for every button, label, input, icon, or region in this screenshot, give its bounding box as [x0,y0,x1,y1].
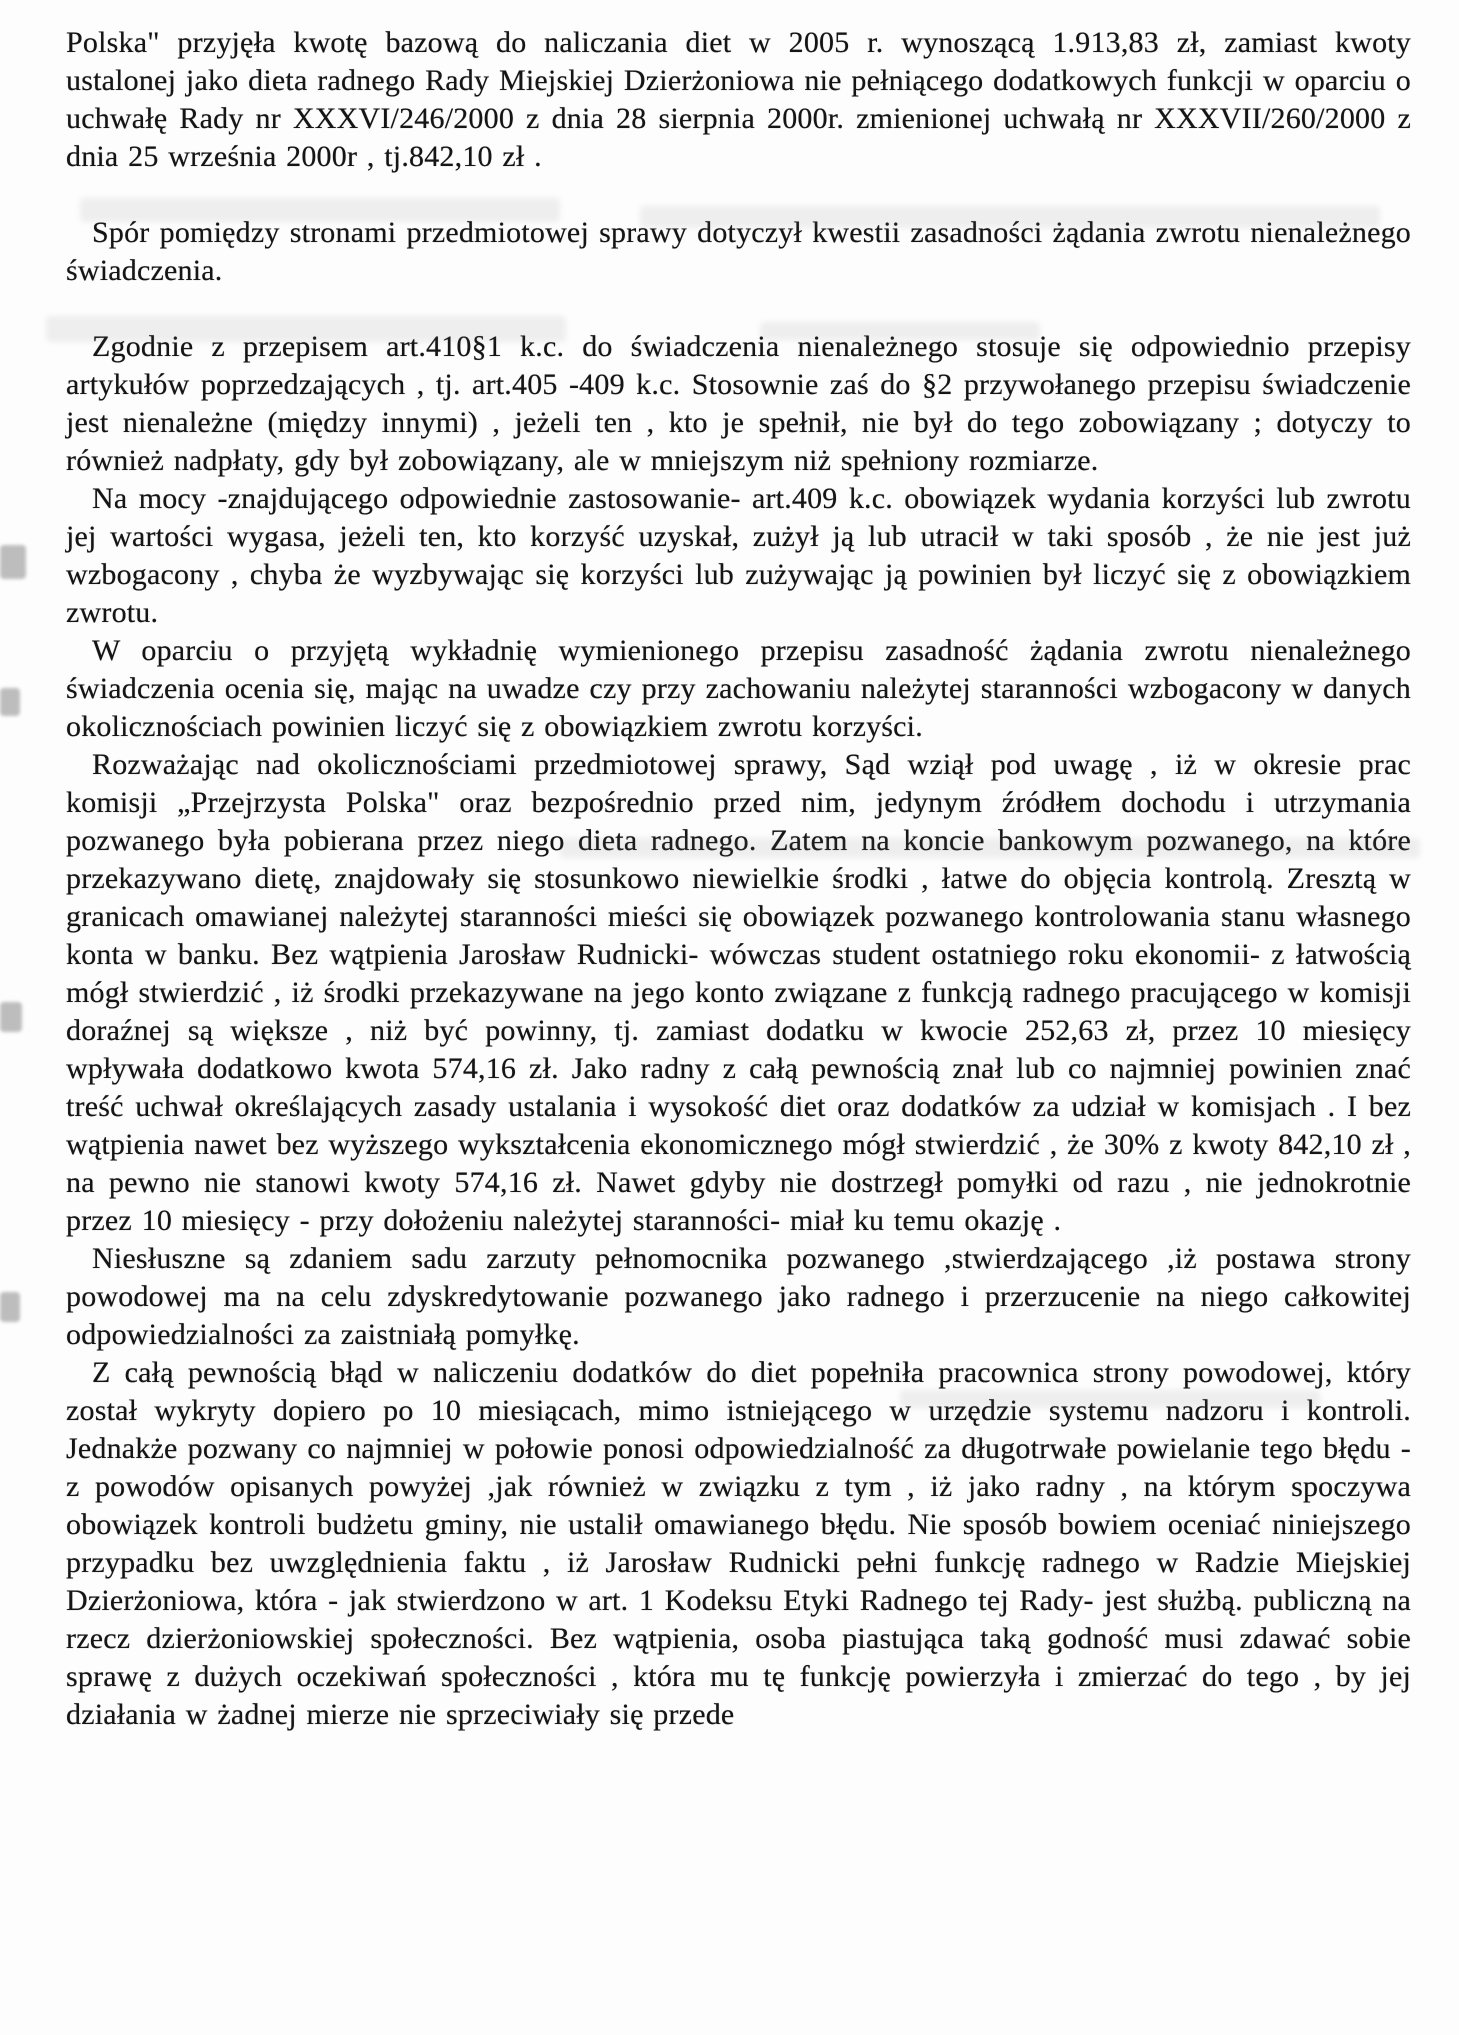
paragraph: Niesłuszne są zdaniem sadu zarzuty pełnomocnika pozwanego ,stwierdzającego ,iż postawa strony powodowej ma na celu zdyskredytowanie pozwanego jako radnego i przerzucenie na niego całkowitej odpowiedzialności za zaistniałą pomyłkę. [66,1242,1411,1351]
paragraph: Zgodnie z przepisem art.410§1 k.c. do świadczenia nienależnego stosuje się odpowiednio przepisy artykułów poprzedzających , tj. art.405 -409 k.c. Stosownie zaś do §2 przywołanego przepisu świadczenie jest nienależne (między innymi) , jeżeli ten , kto je spełnił, nie był do tego zobowiązany ; dotyczy to również nadpłaty, gdy był zobowiązany, ale w mniejszym niż spełniony rozmiarze. [66,330,1411,477]
scan-smudge [0,688,20,716]
paragraph: Na mocy -znajdującego odpowiednie zastosowanie- art.409 k.c. obowiązek wydania korzyści lub zwrotu jej wartości wygasa, jeżeli ten, kto korzyść uzyskał, zużył ją lub utracił w taki sposób , że nie jest już wzbogacony , chyba że wyzbywając się korzyści lub zużywając ją powinien był liczyć się z obowiązkiem zwrotu. [66,482,1411,629]
paragraph: Polska" przyjęła kwotę bazową do naliczania diet w 2005 r. wynoszącą 1.913,83 zł, zamiast kwoty ustalonej jako dieta radnego Rady Miejskiej Dzierżoniowa nie pełniącego dodatkowych funkcji w oparciu o uchwałę Rady nr XXXVI/246/2000 z dnia 28 sierpnia 2000r. zmienionej uchwałą nr XXXVII/260/2000 z dnia 25 września 2000r , tj.842,10 zł . [66,26,1411,173]
paragraph: Z całą pewnością błąd w naliczeniu dodatków do diet popełniła pracownica strony powodowej, który został wykryty dopiero po 10 miesiącach, mimo istniejącego w urzędzie systemu nadzoru i kontroli. Jednakże pozwany co najmniej w połowie ponosi odpowiedzialność za długotrwałe powielanie tego błędu - z powodów opisanych powyżej ,jak również w związku z tym , iż jako radny , na którym spoczywa obowiązek kontroli budżetu gminy, nie ustalił omawianego błędu. Nie sposób bowiem oceniać niniejszego przypadku bez uwzględnienia faktu , iż Jarosław Rudnicki pełni funkcję radnego w Radzie Miejskiej Dzierżoniowa, która - jak stwierdzono w art. 1 Kodeksu Etyki Radnego tej Rady- jest służbą. publiczną na rzecz dzierżoniowskiej społeczności. Bez wątpienia, osoba piastująca taką godność musi zdawać sobie sprawę z dużych oczekiwań społeczności , która mu tę funkcję powierzyła i zmierzać do tego , by jej działania w żadnej mierze nie sprzeciwiały się przede [66,1356,1411,1731]
paragraph: Rozważając nad okolicznościami przedmiotowej sprawy, Sąd wziął pod uwagę , iż w okresie prac komisji „Przejrzysta Polska" oraz bezpośrednio przed nim, jedynym źródłem dochodu i utrzymania pozwanego była pobierana przez niego dieta radnego. Zatem na koncie bankowym pozwanego, na które przekazywano dietę, znajdowały się stosunkowo niewielkie środki , łatwe do objęcia kontrolą. Zresztą w granicach omawianej należytej staranności mieści się obowiązek pozwanego kontrolowania stanu własnego konta w banku. Bez wątpienia Jarosław Rudnicki- wówczas student ostatniego roku ekonomii- z łatwością mógł stwierdzić , iż środki przekazywane na jego konto związane z funkcją radnego pracującego w komisji doraźnej są większe , niż być powinny, tj. zamiast dodatku w kwocie 252,63 zł, przez 10 miesięcy wpływała dodatkowo kwota 574,16 zł. Jako radny z całą pewnością znał lub co najmniej powinien znać treść uchwał określających zasady ustalania i wysokość diet oraz dodatków za udział w komisjach . I bez wątpienia nawet bez wyższego wykształcenia ekonomicznego mógł stwierdzić , że 30% z kwoty 842,10 zł , na pewno nie stanowi kwoty 574,16 zł. Nawet gdyby nie dostrzegł pomyłki od razu , nie jednokrotnie przez 10 miesięcy - przy dołożeniu należytej staranności- miał ku temu okazję . [66,748,1411,1237]
scan-smudge [0,1002,22,1032]
scan-smudge [0,545,26,579]
paragraph: W oparciu o przyjętą wykładnię wymienionego przepisu zasadność żądania zwrotu nienależnego świadczenia ocenia się, mając na uwadze czy przy zachowaniu należytej staranności wzbogacony w danych okolicznościach powinien liczyć się z obowiązkiem zwrotu korzyści. [66,634,1411,743]
paragraph: Spór pomiędzy stronami przedmiotowej sprawy dotyczył kwestii zasadności żądania zwrotu nienależnego świadczenia. [66,216,1411,287]
scan-smudge [0,1292,20,1322]
